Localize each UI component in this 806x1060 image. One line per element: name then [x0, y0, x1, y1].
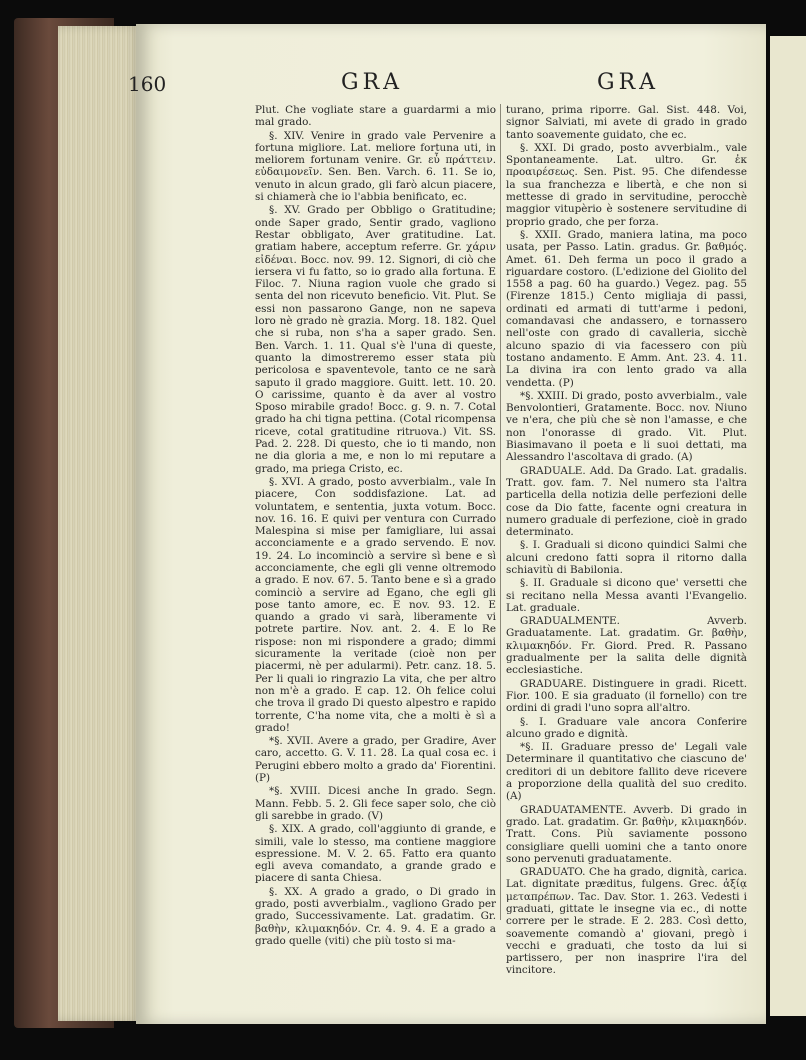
- entry-paragraph: §. XXII. Grado, maniera latina, ma poco usata, per Passo. Latin. gradus. Gr. βαθμός. Amet. 61. Deh ferma un poco il grado a riguardare costoro. (L'edizione del Giolito del 1558 a pag. 60 ha guardo.) Vegez. pag. 55 (Firenze 1815.) Cento migliaja di passi, ordinati ed armati di tutt'arme i pedoni, comandavasi che andassero, e tornassero nell'oste con grado di cavalleria, sicchè alcuno spazio di via facessero con più tostano andamento. E Amm. Ant. 23. 4. 11. La divina ira con lento grado va alla vendetta. (P): [506, 228, 747, 389]
- entry-paragraph: turano, prima riporre. Gal. Sist. 448. Voi, signor Salviati, mi avete di grado in grado tanto soavemente guidato, che ec.: [506, 104, 747, 141]
- entry-paragraph: GRADUARE. Distinguere in gradi. Ricett. Fior. 100. E sia graduato (il fornello) con tre ordini di gradi l'uno sopra all'altro.: [506, 677, 747, 715]
- entry-paragraph: §. I. Graduare vale ancora Conferire alcuno grado e dignità.: [506, 715, 747, 740]
- entry-paragraph: §. XIV. Venire in grado vale Pervenire a fortuna migliore. Lat. meliore fortuna uti, in meliorem fortunam venire. Gr. εὖ πράττειν. εὐδαιμονεῖν. Sen. Ben. Varch. 6. 11. Se io, venuto in alcun grado, gli farò alcun piacere, si chiamerà che io l'abbia benificato, ec.: [255, 129, 496, 204]
- running-headword-right: GRA: [597, 70, 660, 95]
- entry-paragraph: §. XV. Grado per Obbligo o Gratitudine; onde Saper grado, Sentir grado, vagliono Restar obbligato, Aver gratitudine. Lat. gratiam habere, acceptum referre. Gr. χάριν εἰδέναι. Bocc. nov. 99. 12. Signori, di ciò che iersera vi fu fatto, so io grado alla fortuna. E Filoc. 7. Niuna ragion vuole che grado si senta del non ricevuto beneficio. Vit. Plut. Se essi non passarono Gange, non ne sapeva loro nè grado nè grazia. Morg. 18. 182. Quel che si ruba, non s'ha a saper grado. Sen. Ben. Varch. 1. 11. Qual s'è l'una di queste, quanto la dimostreremo esser stata più pericolosa e spaventevole, tanto ce ne sarà saputo il grado maggiore. Guitt. lett. 10. 20. O carissime, quanto è da aver al vostro Sposo mirabile grado! Bocc. g. 9. n. 7. Cotal grado ha chi tigna pettina. (Cotal ricompensa riceve, cotal gratitudine ritruova.) Vit. SS. Pad. 2. 228. Di questo, che io ti mando, non ne dia gloria a me, e non lo mi reputare a grado, ma priega Cristo, ec.: [255, 204, 496, 475]
- entry-paragraph: §. XX. A grado a grado, o Di grado in grado, posti avverbialm., vagliono Grado per grado, Successivamente. Lat. gradatim. Gr. βαθὴν, κλιμακηδόν. Cr. 4. 9. 4. E a grado a grado quelle (viti) che più tosto si ma-: [255, 885, 496, 947]
- entry-paragraph: *§. XVIII. Dicesi anche In grado. Segn. Mann. Febb. 5. 2. Gli fece saper solo, che ciò gli sarebbe in grado. (V): [255, 785, 496, 822]
- entry-paragraph: Plut. Che vogliate stare a guardarmi a mio mal grado.: [255, 104, 496, 129]
- entry-paragraph: *§. XXIII. Di grado, posto avverbialm., vale Benvolontieri, Gratamente. Bocc. nov. Niuno ve n'era, che più che sè non l'amasse, e che non l'onorasse di grado. Vit. Plut. Biasimavano il poeta e li suoi dettati, ma Alessandro l'ascoltava di grado. (A): [506, 389, 747, 464]
- facing-page-edge: [770, 36, 806, 1016]
- page-header: [128, 62, 768, 102]
- entry-paragraph: §. XVI. A grado, posto avverbialm., vale In piacere, Con soddisfazione. Lat. ad voluntatem, e sententia, juxta votum. Bocc. nov. 16. 16. E quivi per ventura con Currado Malespina si mise per famigliare, lui assai acconciamente e a grado servendo. E nov. 19. 24. Lo incominciò a servire sì bene e sì acconciamente, che egli gli venne oltremodo a grado. E nov. 67. 5. Tanto bene e sì a grado cominciò a servire ad Egano, che egli gli pose tanto amore, ec. E nov. 93. 12. E quando a grado vi sarà, liberamente vi potrete partire. Nov. ant. 2. 4. E lo Re rispose: non mi rispondere a grado; dimmi sicuramente la veritade (cioè non per piacermi, nè per adularmi). Petr. canz. 18. 5. Per li quali io ringrazio La vita, che per altro non m'è a grado. E cap. 12. Oh felice colui che trova il grado Di questo alpestro e rapido torrente, C'ha nome vita, che a molti è sì a grado!: [255, 475, 496, 734]
- entry-paragraph: §. II. Graduale si dicono que' versetti che si recitano nella Messa avanti l'Evangelio. Lat. graduale.: [506, 577, 747, 614]
- column-divider: [500, 104, 501, 920]
- left-column: [255, 104, 496, 947]
- entry-paragraph: GRADUALE. Add. Da Grado. Lat. gradalis. Tratt. gov. fam. 7. Nel numero sta l'altra particella della notizia delle perfezioni delle cose da Dio fatte, facente ogni creatura in numero graduale di perfezione, cioè in grado determinato.: [506, 464, 747, 539]
- entry-paragraph: *§. XVII. Avere a grado, per Gradire, Aver caro, accetto. G. V. 11. 28. La qual cosa ec. i Perugini ebbero molto a grado da' Fiorentini. (P): [255, 735, 496, 785]
- entry-paragraph: §. XXI. Di grado, posto avverbialm., vale Spontaneamente. Lat. ultro. Gr. ἐκ προαιρέσεως. Sen. Pist. 95. Che difendesse la sua franchezza e libertà, e che non si mettesse di grado in servitudine, perocchè maggior vitupèrio è sostenere servitudine di proprio grado, che per forza.: [506, 141, 747, 228]
- page-number: 160: [128, 72, 167, 96]
- entry-paragraph: GRADUATO. Che ha grado, dignità, carica. Lat. dignitate præditus, fulgens. Grec. ἀξίᾳ μεταπρέπων. Tac. Dav. Stor. 1. 263. Vedesti i graduati, gittate le insegne via ec., di notte correre per le strade. E 2. 283. Così detto, soavemente comandò a' giovani, pregò i vecchi e graduati, che tosto da lui si partissero, per non inasprire l'ira del vincitore.: [506, 866, 747, 977]
- entry-paragraph: *§. II. Graduare presso de' Legali vale Determinare il quantitativo che ciascuno de' creditori di un debitore fallito deve ricevere a proporzione della qualità del suo credito. (A): [506, 741, 747, 803]
- entry-paragraph: §. XIX. A grado, coll'aggiunto di grande, e simili, vale lo stesso, ma contiene maggiore espressione. M. V. 2. 65. Fatto era quanto egli aveva comandato, a grande grado e piacere di santa Chiesa.: [255, 823, 496, 885]
- entry-paragraph: GRADUATAMENTE. Avverb. Di grado in grado. Lat. gradatim. Gr. βαθὴν, κλιμακηδόν. Tratt. Cons. Più saviamente possono consigliare quelli uomini che a tanto onore sono pervenuti graduatamente.: [506, 803, 747, 865]
- running-headword-left: GRA: [341, 70, 404, 95]
- page-edges: [58, 26, 140, 1021]
- right-column: [506, 104, 747, 977]
- entry-paragraph: §. I. Graduali si dicono quindici Salmi che alcuni credono fatti sopra il ritorno dalla schiavitù di Babilonia.: [506, 539, 747, 576]
- entry-paragraph: GRADUALMENTE. Avverb. Graduatamente. Lat. gradatim. Gr. βαθὴν, κλιμακηδόν. Fr. Giord. Pred. R. Passano gradualmente per la salita delle dignità ecclesiastiche.: [506, 615, 747, 677]
